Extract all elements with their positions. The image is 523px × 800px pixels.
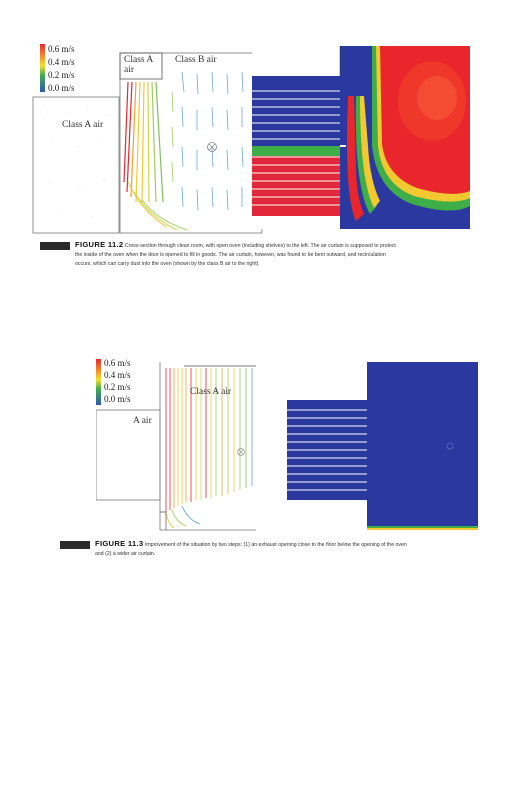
- figure-11-3-number: FIGURE 11.3: [95, 539, 144, 548]
- figure-11-2-marker: [40, 242, 70, 250]
- label-class-a-top-line1: Class A: [124, 55, 154, 65]
- legend-label-06: 0.6 m/s: [48, 44, 75, 54]
- figure-11-3-marker: [60, 541, 90, 549]
- label-class-b-air: Class B air: [175, 55, 217, 65]
- figure-11-2-caption: [75, 240, 475, 270]
- concentration-contour-plot-2: [287, 362, 478, 532]
- legend2-label-02: 0.2 m/s: [104, 382, 131, 392]
- velocity-vector-plot-2: [96, 362, 256, 532]
- legend-label-04: 0.4 m/s: [48, 57, 75, 67]
- figure-11-2-caption-line3: occurs, which can carry dust into the oven (shown by the class B air to the right).: [75, 261, 260, 268]
- legend2-label-00: 0.0 m/s: [104, 394, 131, 404]
- velocity-vector-plot: [32, 52, 264, 234]
- label-class-a-air-left: Class A air: [62, 120, 104, 130]
- figure-11-2-caption-line2: the inside of the oven when the door is opened to fill in goods. The air curtain, however, was found to be bent outward, and recirculation: [75, 252, 386, 259]
- label-class-a-top: [124, 55, 153, 75]
- legend-label-02: 0.2 m/s: [48, 70, 75, 80]
- figure-11-3-caption-line2: and (2) a wider air curtain.: [95, 551, 156, 558]
- label-class-a-air: Class A air: [190, 387, 232, 397]
- concentration-contour-plot: [252, 46, 470, 229]
- legend2-label-06: 0.6 m/s: [104, 358, 131, 368]
- figure-11-3-caption: [95, 539, 490, 559]
- legend-label-00: 0.0 m/s: [48, 83, 75, 93]
- legend2-label-04: 0.4 m/s: [104, 370, 131, 380]
- figure-11-3-caption-line1: Improvement of the situation by two steps: (1) an exhaust opening close to the floor below the opening of the oven: [144, 542, 407, 548]
- label-a-air: A air: [133, 416, 152, 426]
- figure-11-2-caption-line1: Cross-section through clean room, with open oven (including shelves) to the left. The air curtain is supposed to protect: [124, 243, 396, 249]
- label-class-a-top-line2: air: [124, 65, 135, 75]
- figure-11-2-number: FIGURE 11.2: [75, 240, 124, 249]
